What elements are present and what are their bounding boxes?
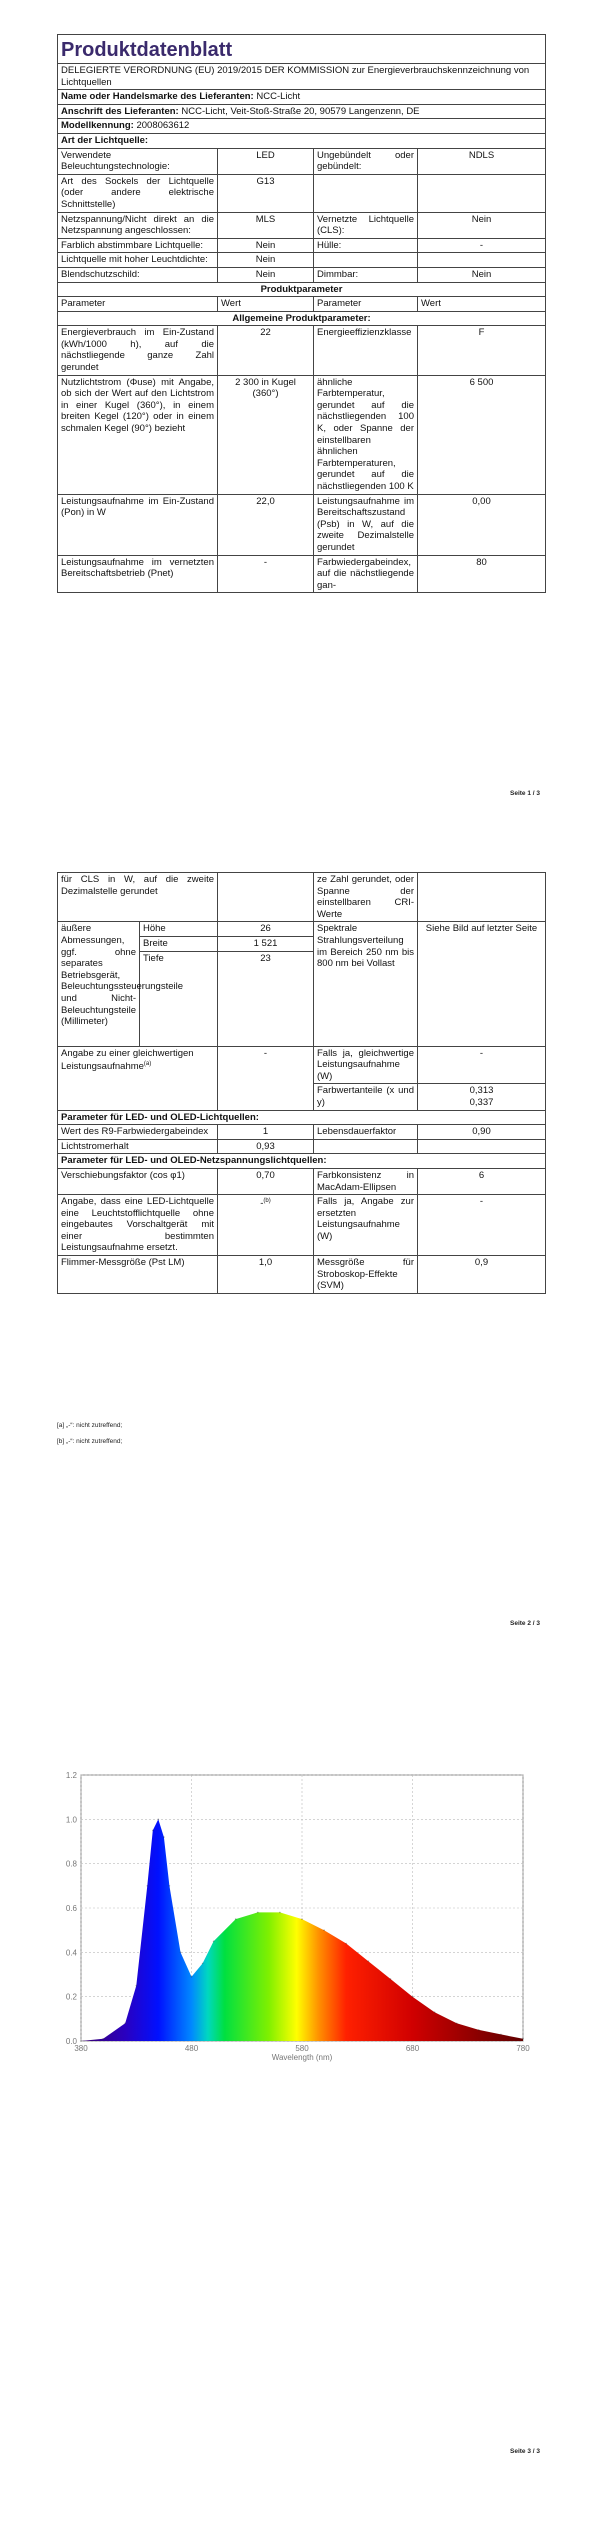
param-value: Nein [218, 238, 314, 253]
general-parameters-heading: Allgemeine Produktparameter: [58, 311, 546, 326]
data-point [390, 1978, 392, 1980]
param-label: Leistungsaufnahme im Ein-Zustand (Pon) in W [58, 494, 218, 555]
spectral-distribution-label: Spektrale Strahlungsverteilung im Bereich 250 nm bis 800 nm bei Vollast [314, 922, 418, 1046]
x-axis-label: Wavelength (nm) [271, 2053, 333, 2062]
table-row [58, 238, 546, 253]
param-value: Nein [218, 267, 314, 282]
chromaticity-x: 0,313 [469, 1085, 494, 1097]
param-label: Flimmer-Messgröße (Pst LM) [58, 1256, 218, 1294]
empty-cell [418, 253, 546, 268]
product-parameters-heading: Produktparameter [58, 282, 546, 297]
mains-led-parameters-heading: Parameter für LED- und OLED-Netzspannungslichtquellen: [58, 1154, 546, 1169]
model-row [58, 119, 546, 134]
model-label: Modellkennung: [61, 120, 134, 132]
param-value: 0,70 [218, 1168, 314, 1194]
data-point [191, 1976, 193, 1978]
param-label: Vernetzte Lichtquelle (CLS): [314, 212, 418, 238]
empty-cell [314, 1139, 418, 1154]
param-value: 2 300 in Kugel (360°) [218, 375, 314, 494]
param-label: Verschiebungsfaktor (cos φ1) [58, 1168, 218, 1194]
data-point [152, 1830, 154, 1832]
dimensions-label: äußere Abmessungen, ggf. ohne separates Betriebsgerät, Beleuchtungssteuerungsteile und Nicht-Beleuchtungsteile (Millimeter) [58, 922, 140, 1046]
footnote-b: [b] „-“: nicht zutreffend; [57, 1438, 123, 1445]
y-tick-label: 0.2 [65, 1992, 77, 2002]
table-header-row [58, 297, 546, 312]
data-point [158, 1819, 160, 1821]
param-value: - [218, 1046, 314, 1110]
y-tick-label: 0.8 [65, 1859, 77, 1869]
x-tick-label: 580 [295, 2044, 309, 2053]
param-value: Nein [218, 253, 314, 268]
y-tick-label: 1.0 [65, 1815, 77, 1825]
datasheet-table-page-2 [57, 872, 546, 1294]
param-label: Dimmbar: [314, 267, 418, 282]
dimension-value: 1 521 [218, 936, 314, 951]
data-point [147, 1885, 149, 1887]
page-number: Seite 1 / 3 [510, 790, 540, 797]
param-value: 0,9 [418, 1256, 546, 1294]
table-row [58, 1256, 546, 1294]
param-value: 0,90 [418, 1125, 546, 1140]
param-label: Netzspannung/Nicht direkt an die Netzspannung angeschlossen: [58, 212, 218, 238]
param-label: Energieeffizienzklasse [314, 326, 418, 375]
param-label: Farbwertanteile (x und y) [314, 1084, 418, 1110]
param-label: Nutzlichtstrom (Φuse) mit Angabe, ob sich der Wert auf den Lichtstrom in einer Kugel (360°), in einem breiten Kegel (120°) oder in einem schmalen Kegel (90°) bezieht [58, 375, 218, 494]
page-number: Seite 3 / 3 [510, 2448, 540, 2455]
param-value: - [418, 238, 546, 253]
table-row [58, 375, 546, 494]
param-label: Leistungsaufnahme im vernetzten Bereitschaftsbetrieb (Pnet) [58, 555, 218, 593]
param-value: 6 [418, 1168, 546, 1194]
table-row [58, 326, 546, 375]
supplier-address-label: Anschrift des Lieferanten: [61, 105, 179, 117]
dimension-name: Höhe [140, 922, 218, 937]
chromaticity-value [418, 1084, 546, 1110]
table-row [58, 212, 546, 238]
param-label: ähnliche Farbtemperatur, gerundet auf die nächstliegenden 100 K, oder Spanne der einstellbaren ähnlichen Farbtemperaturen, gerundet auf die nächstliegenden 100 K [314, 375, 418, 494]
x-tick-label: 680 [405, 2044, 420, 2053]
datasheet-table-page-1 [57, 34, 546, 593]
supplier-address: NCC-Licht, Veit-Stoß-Straße 20, 90579 Langenzenn, DE [181, 105, 420, 117]
param-label: Ungebündelt oder gebündelt: [314, 148, 418, 174]
footnote-a: [a] „-“: nicht zutreffend; [57, 1422, 123, 1429]
param-label: Farblich abstimmbare Lichtquelle: [58, 238, 218, 253]
param-value: - [260, 1198, 264, 1210]
param-value: 1 [218, 1125, 314, 1140]
model-id: 2008063612 [136, 120, 190, 132]
param-label: Lichtquelle mit hoher Leuchtdichte: [58, 253, 218, 268]
equivalent-power-label: Angabe zu einer gleichwertigen Leistungsaufnahme [61, 1047, 194, 1073]
data-point [323, 1929, 325, 1931]
equivalent-power-cell [58, 1046, 218, 1110]
param-value: MLS [218, 212, 314, 238]
param-value: - [218, 555, 314, 593]
data-point [301, 1918, 303, 1920]
param-value: G13 [218, 174, 314, 212]
y-tick-label: 0.6 [65, 1904, 77, 1913]
table-row [58, 1139, 546, 1154]
footnote-ref-a: (a) [143, 1061, 152, 1068]
y-tick-label: 0.4 [65, 1948, 77, 1958]
page-1 [0, 0, 595, 848]
column-header-value: Wert [418, 297, 546, 312]
param-label: Art des Sockels der Lichtquelle (oder andere elektrische Schnittstelle) [58, 174, 218, 212]
param-label: Lichtstromerhalt [58, 1139, 218, 1154]
dimension-value: 23 [218, 951, 314, 1046]
table-row [58, 148, 546, 174]
y-tick-label: 0.0 [65, 2037, 77, 2046]
param-value: - [418, 1046, 546, 1084]
param-value: LED [218, 148, 314, 174]
y-tick-label: 1.2 [65, 1771, 77, 1780]
param-value: 0,00 [418, 494, 546, 555]
data-point [456, 2023, 458, 2025]
empty-cell [314, 253, 418, 268]
data-point [80, 2040, 82, 2042]
data-point [163, 1836, 165, 1838]
data-point [124, 2023, 126, 2025]
data-point [434, 2011, 436, 2013]
param-value: 80 [418, 555, 546, 593]
param-label: ze Zahl gerundet, oder Spanne der einstellbaren CRI-Werte [314, 873, 418, 922]
column-header-parameter: Parameter [314, 297, 418, 312]
param-label: Blendschutzschild: [58, 267, 218, 282]
data-point [368, 1960, 370, 1962]
dimension-value: 26 [218, 922, 314, 937]
empty-cell [418, 1139, 546, 1154]
supplier-name: NCC-Licht [256, 91, 301, 103]
param-label: Farbwiedergabeindex, auf die nächstliegende gan- [314, 555, 418, 593]
page-2 [0, 848, 595, 1672]
param-label: Verwendete Beleuchtungstechnologie: [58, 148, 218, 174]
table-row [58, 253, 546, 268]
table-row [58, 174, 546, 212]
spectral-power-distribution-chart [57, 1765, 533, 2062]
data-point [478, 2029, 480, 2031]
param-value: F [418, 326, 546, 375]
table-row [58, 1168, 546, 1194]
table-row [58, 922, 546, 937]
param-label: Angabe, dass eine LED-Lichtquelle eine Leuchtstofflichtquelle ohne eingebautes Vorschaltgerät mit einer bestimmten Leistungsaufnahme ersetzt. [58, 1195, 218, 1256]
data-point [345, 1943, 347, 1945]
data-point [102, 2038, 104, 2040]
param-label: Wert des R9-Farbwiedergabeindex [58, 1125, 218, 1140]
param-label: Lebensdauerfaktor [314, 1125, 418, 1140]
light-source-type-heading: Art der Lichtquelle: [58, 133, 546, 148]
supplier-name-row [58, 90, 546, 105]
data-point [180, 1952, 182, 1954]
dimension-name: Breite [140, 936, 218, 951]
param-value: 0,93 [218, 1139, 314, 1154]
param-label: Farbkonsistenz in MacAdam-Ellipsen [314, 1168, 418, 1194]
table-row [58, 555, 546, 593]
table-row [58, 1195, 546, 1256]
table-row [58, 494, 546, 555]
param-value: Nein [418, 267, 546, 282]
data-point [169, 1885, 171, 1887]
param-label: Leistungsaufnahme im Bereitschaftszustand (Psb) in W, auf die zweite Dezimalstelle gerundet [314, 494, 418, 555]
param-label: für CLS in W, auf die zweite Dezimalstelle gerundet [58, 873, 218, 922]
data-point [235, 1918, 237, 1920]
param-label: Messgröße für Stroboskop-Effekte (SVM) [314, 1256, 418, 1294]
regulation-text: DELEGIERTE VERORDNUNG (EU) 2019/2015 DER KOMMISSION zur Energieverbrauchskennzeichnung von Lichtquellen [58, 64, 546, 90]
param-value: 22,0 [218, 494, 314, 555]
column-header-value: Wert [218, 297, 314, 312]
table-row [58, 873, 546, 922]
param-label: Energieverbrauch im Ein-Zustand (kWh/1000 h), auf die nächstliegende ganze Zahl gerundet [58, 326, 218, 375]
data-point [500, 2034, 502, 2036]
param-value: 22 [218, 326, 314, 375]
dimension-name: Tiefe [140, 951, 218, 1046]
data-point [412, 1996, 414, 1998]
supplier-name-label: Name oder Handelsmarke des Lieferanten: [61, 91, 254, 103]
supplier-address-row [58, 104, 546, 119]
param-label: Hülle: [314, 238, 418, 253]
param-value: 6 500 [418, 375, 546, 494]
data-point [136, 1985, 138, 1987]
led-parameters-heading: Parameter für LED- und OLED-Lichtquellen: [58, 1110, 546, 1125]
column-header-parameter: Parameter [58, 297, 218, 312]
table-row [58, 1046, 546, 1084]
data-point [522, 2038, 524, 2040]
table-row [58, 1125, 546, 1140]
data-point [279, 1912, 281, 1914]
document-title: Produktdatenblatt [58, 35, 546, 64]
empty-cell [314, 174, 418, 212]
param-label: Falls ja, Angabe zur ersetzten Leistungsaufnahme (W) [314, 1195, 418, 1256]
spectral-distribution-value: Siehe Bild auf letzter Seite [418, 922, 546, 1046]
data-point [213, 1941, 215, 1943]
page-number: Seite 2 / 3 [510, 1620, 540, 1627]
x-tick-label: 480 [184, 2044, 199, 2053]
empty-cell [218, 873, 314, 922]
param-label: Falls ja, gleichwertige Leistungsaufnahme (W) [314, 1046, 418, 1084]
param-value: NDLS [418, 148, 546, 174]
table-row [58, 267, 546, 282]
param-value: Nein [418, 212, 546, 238]
empty-cell [418, 174, 546, 212]
empty-cell [418, 873, 546, 922]
data-point [257, 1912, 259, 1914]
data-point [202, 1963, 204, 1965]
x-tick-label: 380 [74, 2044, 88, 2053]
chromaticity-y: 0,337 [469, 1096, 494, 1108]
param-value: - [418, 1195, 546, 1256]
footnote-ref-b: (b) [263, 1198, 271, 1205]
param-value: 1,0 [218, 1256, 314, 1294]
x-tick-label: 780 [516, 2044, 530, 2053]
param-value-cell [218, 1195, 314, 1256]
